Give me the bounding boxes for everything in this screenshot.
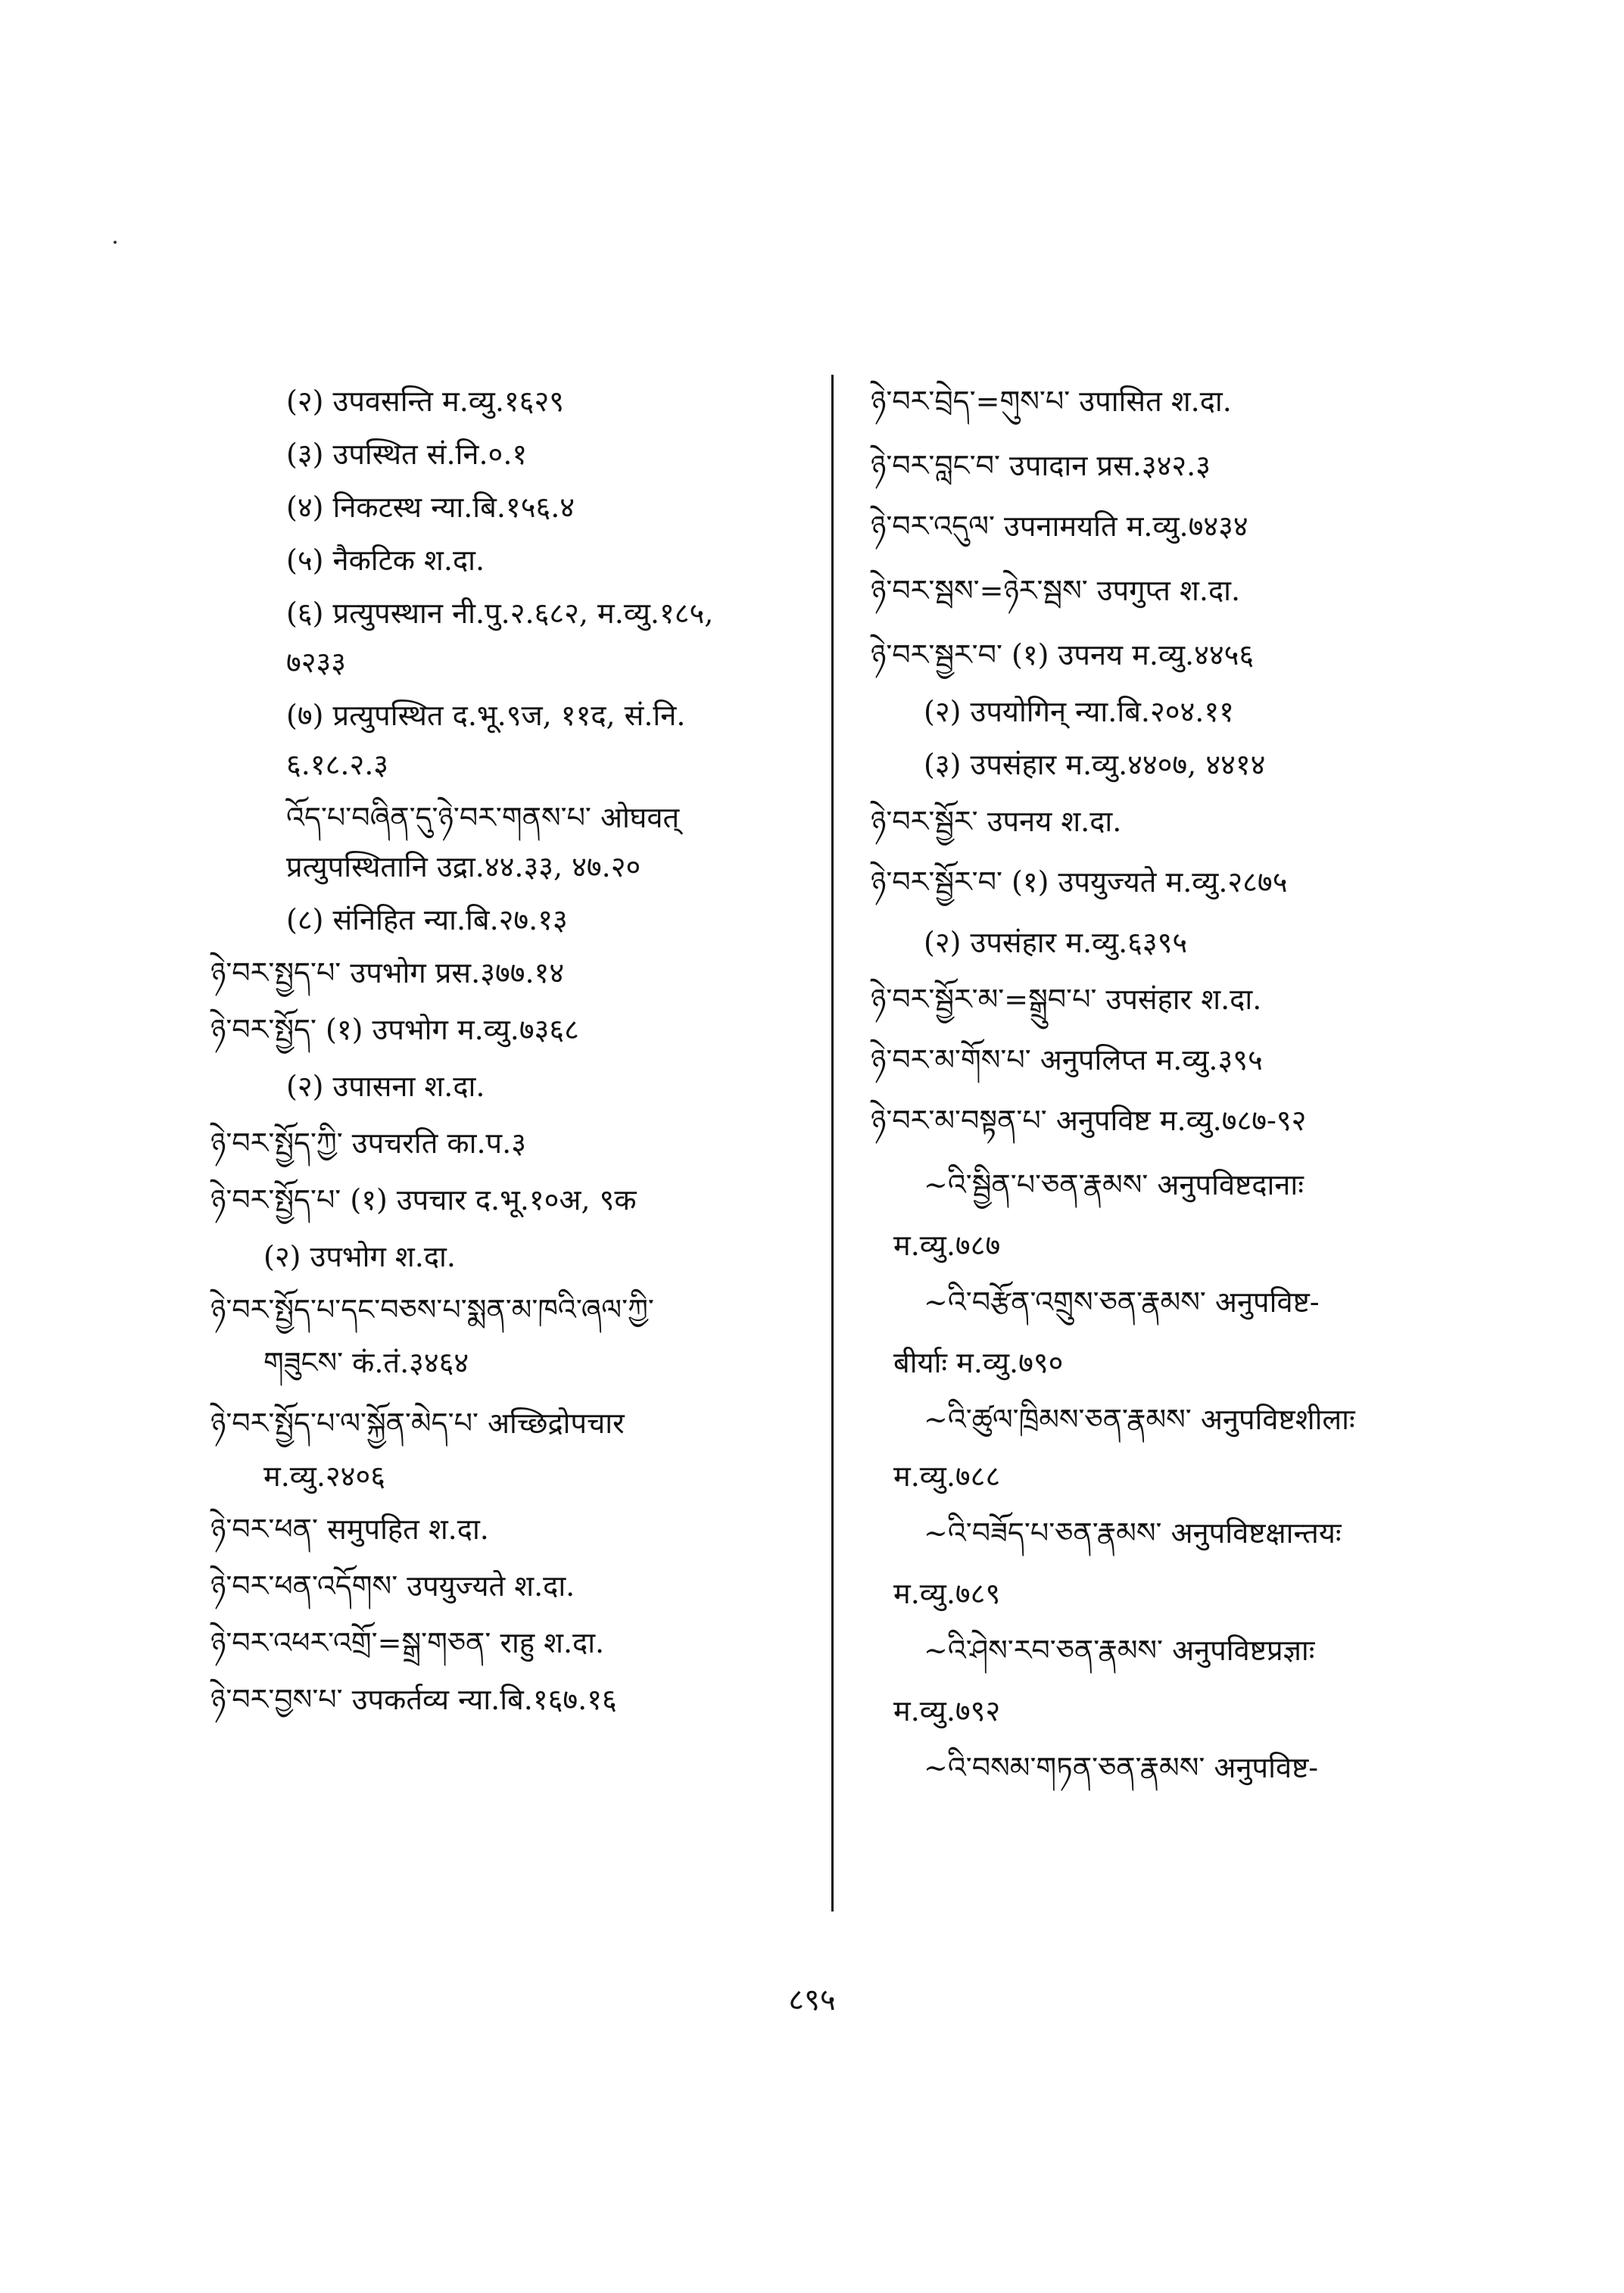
- entry-line: म.व्यु.७९२: [893, 1694, 1001, 1728]
- entry-line: ཉེ་བར་སྦྱོར་ उपनय श.दा.: [871, 805, 1122, 838]
- entry-line: གཟུངས་ कं.तं.३४६४: [263, 1346, 469, 1379]
- entry-line: ཉེ་བར་སྦས་=ཉེར་སྦས་ उपगुप्त श.दा.: [871, 574, 1241, 607]
- entry-line: (२) उपभोग श.दा.: [263, 1240, 456, 1273]
- entry-line: (३) उपसंहार म.व्यु.४४०७, ४४१४: [924, 748, 1266, 781]
- entry-line: ཉེ་བར་སྤྱད་པ་ उपभोग प्रस.३७७.१४: [210, 956, 565, 989]
- entry-line: (६) प्रत्युपस्थान नी.पु.२.६८२, म.व्यु.१८५,: [286, 597, 714, 630]
- entry-line: འོད་པ་བཞིན་དུ་ཉེ་བར་གནས་པ་ ओघवत्: [286, 801, 680, 834]
- entry-line: ཉེ་བར་ཕན་འདོགས་ उपयुज्यते श.दा.: [210, 1569, 575, 1603]
- entry-line: (२) उपसंहार म.व्यु.६३९५: [924, 926, 1188, 959]
- entry-line: ཉེ་བར་སྤྱོད་པ་དང་བཅས་པ་སྨན་མ་ཁའི་ཞལ་ཀྱི་: [210, 1293, 654, 1326]
- entry-line: (८) संनिहित न्या.बि.२७.१३: [286, 903, 568, 936]
- entry-line: ཉེ་བར་བྲེད་=གུས་པ་ उपासित श.दा.: [871, 385, 1232, 418]
- entry-line: ཉེ་བར་མ་གོས་པ་ अनुपलिप्त म.व्यु.३९५: [871, 1043, 1263, 1076]
- entry-line: ~འི་ཤེས་རབ་ཅན་རྣམས་ अनुपविष्टप्रज्ञाः: [924, 1634, 1315, 1667]
- entry-line: ~འི་ཚུལ་ཁྲིམས་ཅན་རྣམས་ अनुपविष्टशीलाः: [924, 1403, 1355, 1436]
- column-divider: [831, 375, 834, 1911]
- entry-line: ~འི་སྦྱིན་པ་ཅན་རྣམས་ अनुपविष्टदानाः: [924, 1168, 1304, 1201]
- entry-line: ཉེ་བར་སྦྱར་བ་ (१) उपनय म.व्यु.४४५६: [871, 638, 1255, 671]
- entry-line: (३) उपस्थित सं.नि.०.१: [286, 438, 528, 471]
- entry-line: ཉེ་བར་སྤྱོད་པ་ལ་སྐྱོན་མེད་པ་ अच्छिद्रोपचार: [210, 1407, 625, 1440]
- entry-line: प्रत्युपस्थितानि उद्रा.४४.३३, ४७.२०: [286, 850, 641, 883]
- entry-line: ཉེ་བར་སྤྱོད་པ་ (१) उपचार द.भू.१०अ, ९क: [210, 1183, 637, 1217]
- entry-line: ཉེ་བར་མ་བསྟན་པ་ अनुपविष्ट म.व्यु.७८७-९२: [871, 1104, 1307, 1137]
- entry-line: ཉེ་བར་སྦྱོར་བ་ (१) उपयुज्यते म.व्यु.२८७५: [871, 865, 1288, 899]
- entry-line: ६.१८.२.३: [286, 748, 389, 781]
- entry-line: (२) उपवसन्ति म.व्यु.१६२९: [286, 385, 564, 418]
- entry-line: ཉེ་བར་སྦྱོར་མ་=སྒྲུབ་པ་ उपसंहार श.दा.: [871, 983, 1262, 1016]
- entry-line: म.व्यु.२४०६: [263, 1460, 385, 1493]
- entry-line: (२) उपासना श.दा.: [286, 1070, 485, 1103]
- entry-line: ཉེ་བར་འདུལ་ उपनामयति म.व्यु.७४३४: [871, 509, 1248, 543]
- entry-line: (२) उपयोगिन् न्या.बि.२०४.११: [924, 695, 1234, 728]
- entry-line: ཉེ་བར་འཕར་འགྲོ་=སྒྲ་གཅན་ राहु श.दा.: [210, 1626, 605, 1659]
- entry-line: म.व्यु.७८९: [893, 1577, 1001, 1610]
- entry-line: ~འི་བསམ་གཏན་ཅན་རྣམས་ अनुपविष्ट-: [924, 1751, 1319, 1784]
- entry-line: ཉེ་བར་སྤྱོད་ཀྱི་ उपचरति का.प.३: [210, 1126, 526, 1160]
- entry-line: (७) प्रत्युपस्थित द.भू.९ज, ११द, सं.नि.: [286, 699, 686, 732]
- entry-line: म.व्यु.७८७: [893, 1229, 1001, 1262]
- entry-line: ཉེ་བར་བྱས་པ་ उपकर्तव्य न्या.बि.१६७.१६: [210, 1683, 617, 1716]
- entry-line: (४) निकटस्थ न्या.बि.१५६.४: [286, 491, 575, 524]
- entry-line: ७२३३: [286, 646, 347, 679]
- entry-line: बीर्याः म.व्यु.७९०: [893, 1346, 1064, 1379]
- page-number: ८९५: [788, 1983, 836, 2017]
- entry-line: ཉེ་བར་བླང་བ་ उपादान प्रस.३४२.३: [871, 449, 1211, 482]
- entry-line: म.व्यु.७८८: [893, 1460, 1001, 1493]
- entry-line: ~འི་བཟོད་པ་ཅན་རྣམས་ अनुपविष्टक्षान्तयः: [924, 1516, 1342, 1550]
- entry-line: (५) नैकटिक श.दा.: [286, 544, 485, 577]
- entry-line: ~འི་བརྩོན་འགྲུས་ཅན་རྣམས་ अनुपविष्ट-: [924, 1285, 1320, 1319]
- scan-speck: [114, 241, 117, 244]
- entry-line: ཉེ་བར་ཕན་ समुपहित श.दा.: [210, 1513, 489, 1546]
- entry-line: ཉེ་བར་སྤྱོད་ (१) उपभोग म.व्यु.७३६८: [210, 1013, 579, 1046]
